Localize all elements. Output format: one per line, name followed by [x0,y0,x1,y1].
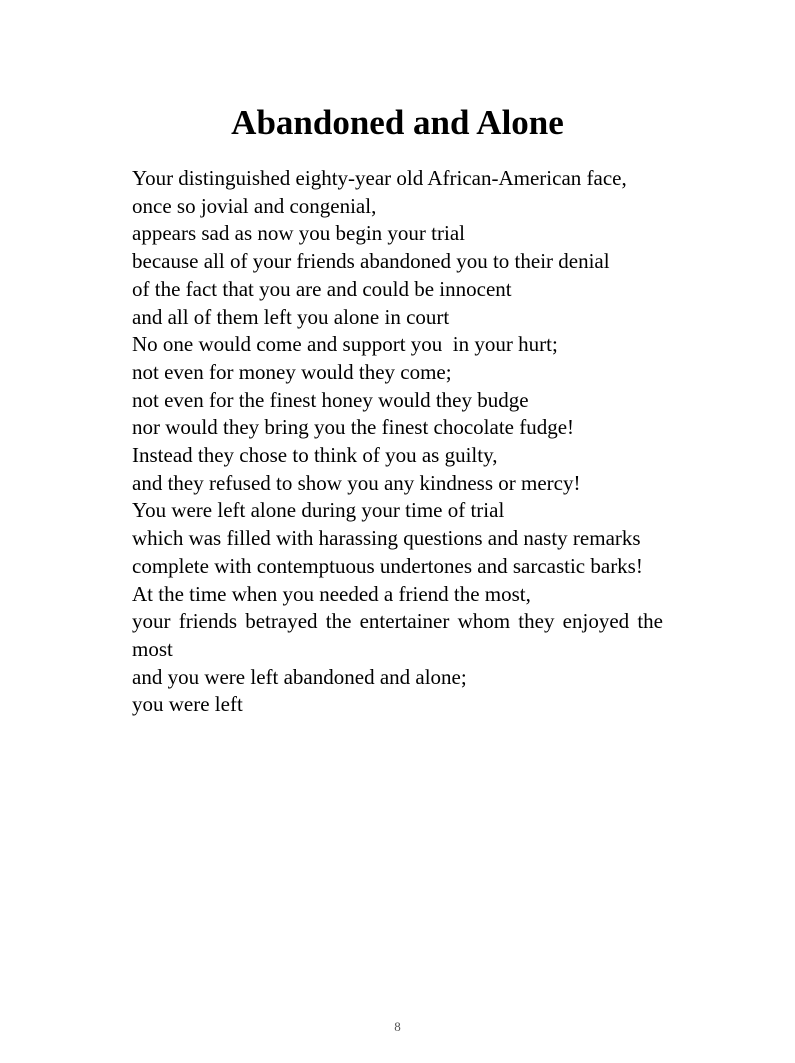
poem-line: Your distinguished eighty-year old African-American face, [132,166,627,190]
poem-line: complete with contemptuous undertones and sarcastic barks! [132,553,643,578]
page-number: 8 [394,1019,401,1034]
poem-title: Abandoned and Alone [231,103,564,142]
poem-line: and you were left abandoned and alone; [132,664,467,689]
poem-line: nor would they bring you the finest chocolate fudge! [132,415,575,440]
poem-line: your friends betrayed the entertainer whom they enjoyed the most [132,609,663,661]
poem-line: At the time when you needed a friend the most, [132,581,531,606]
poem-line: You were left alone during your time of trial [132,498,505,523]
poem-line: and all of them left you alone in court [132,304,450,329]
poem-line: and they refused to show you any kindness or mercy! [132,470,581,495]
poem-line: because all of your friends abandoned you to their denial [132,249,610,274]
poem-line: once so jovial and congenial, [132,193,377,218]
poem-line: you were left [132,692,243,717]
poem-line: appears sad as now you begin your trial [132,221,465,246]
poem-line: not even for the finest honey would they budge [132,387,529,412]
poem-line: which was filled with harassing questions and nasty remarks [132,526,641,551]
poem-line: not even for money would they come; [132,359,452,384]
poem-line: No one would come and support you in your hurt; [132,332,558,357]
poem-line: of the fact that you are and could be innocent [132,276,512,301]
poem-line: Instead they chose to think of you as guilty, [132,443,498,468]
poem-body [132,165,663,719]
